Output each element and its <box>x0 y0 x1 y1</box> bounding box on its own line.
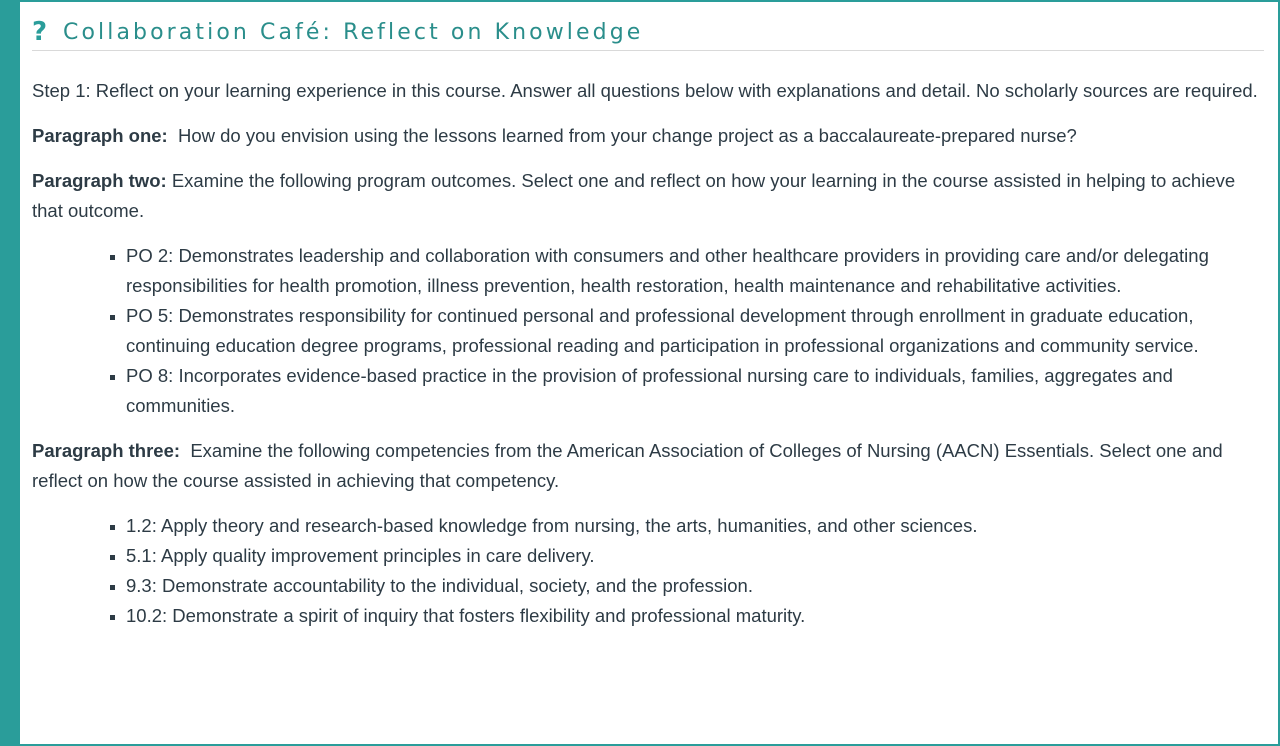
list-item: PO 2: Demonstrates leadership and collaboration with consumers and other healthcare providers in providing care and/or delegating responsibilities for health promotion, illness prevention, health restoration, health maintenance and rehabilitative activities. <box>126 241 1266 301</box>
program-outcomes-list <box>32 241 1266 421</box>
paragraph-one-label: Paragraph one: <box>32 125 168 146</box>
paragraph-one <box>32 121 1266 151</box>
question-mark-icon: ? <box>32 17 48 47</box>
list-item: 10.2: Demonstrate a spirit of inquiry that fosters flexibility and professional maturity. <box>126 601 1266 631</box>
step-one-text: Step 1: Reflect on your learning experience in this course. Answer all questions below with explanations and detail. No scholarly sources are required. <box>32 80 1258 101</box>
competencies-list <box>32 511 1266 631</box>
page-title: Collaboration Café: Reflect on Knowledge <box>63 19 644 45</box>
list-item: 5.1: Apply quality improvement principles in care delivery. <box>126 541 1266 571</box>
paragraph-three <box>32 436 1266 496</box>
list-item: PO 5: Demonstrates responsibility for continued personal and professional development through enrollment in graduate education, continuing education degree programs, professional reading and participation in professional organizations and community service. <box>126 301 1266 361</box>
panel-header <box>32 14 1264 51</box>
paragraph-one-text: How do you envision using the lessons learned from your change project as a baccalaureate-prepared nurse? <box>177 125 1077 146</box>
list-item: PO 8: Incorporates evidence-based practice in the provision of professional nursing care to individuals, families, aggregates and communities. <box>126 361 1266 421</box>
instructions-content <box>32 76 1266 646</box>
paragraph-three-text: Examine the following competencies from the American Association of Colleges of Nursing (AACN) Essentials. Select one and reflect on how the course assisted in achieving that competency. <box>32 440 1223 491</box>
paragraph-two-text: Examine the following program outcomes. Select one and reflect on how your learning in the course assisted in helping to achieve that outcome. <box>32 170 1236 221</box>
paragraph-two <box>32 166 1266 226</box>
paragraph-two-label: Paragraph two: <box>32 170 167 191</box>
list-item: 9.3: Demonstrate accountability to the individual, society, and the profession. <box>126 571 1266 601</box>
paragraph-three-label: Paragraph three: <box>32 440 181 461</box>
list-item: 1.2: Apply theory and research-based knowledge from nursing, the arts, humanities, and other sciences. <box>126 511 1266 541</box>
